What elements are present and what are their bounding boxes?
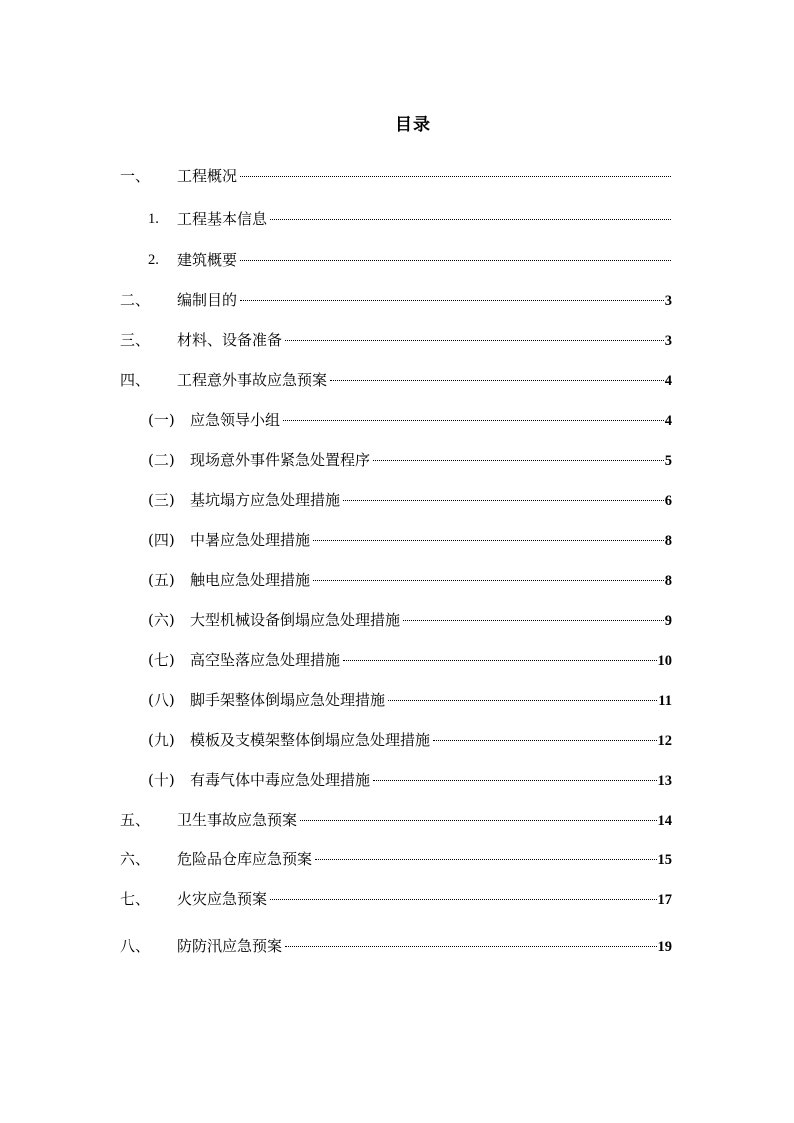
toc-entry-4-7[interactable] [0,648,794,672]
toc-entry-line [177,248,672,272]
toc-entry-number: 七、 [120,890,151,908]
toc-entry-label[interactable]: 模板及支模架整体倒塌应急处理措施 [190,731,431,749]
toc-entry-6[interactable] [0,847,794,871]
toc-entry-line [177,847,672,872]
dot-leader [330,380,664,381]
toc-entry-page: 15 [657,852,672,868]
dot-leader [285,340,664,341]
dot-leader [373,780,656,781]
toc-entry-7[interactable] [0,887,794,911]
toc-entry-label[interactable]: 高空坠落应急处理措施 [190,651,341,669]
toc-entry-label[interactable]: 中暑应急处理措施 [190,531,311,549]
dot-leader [343,500,664,501]
toc-entry-number: 五、 [120,811,151,829]
toc-entry-number: 2. [148,252,159,268]
dot-leader [240,300,664,301]
toc-entry-line [190,568,672,593]
toc-entry-label[interactable]: 有毒气体中毒应急处理措施 [190,771,371,789]
toc-entry-label[interactable]: 脚手架整体倒塌应急处理措施 [190,691,386,709]
toc-entry-line [177,808,672,833]
toc-entry-3[interactable] [0,328,794,352]
toc-entry-number: (八) [148,691,175,709]
toc-entry-number: 六、 [120,850,151,868]
toc-entry-1[interactable] [0,164,794,188]
toc-entry-4-8[interactable] [0,688,794,712]
toc-entry-page: 5 [664,453,672,469]
toc-entry-4-5[interactable] [0,568,794,592]
dot-leader [300,820,656,821]
toc-entry-label[interactable]: 应急领导小组 [190,411,281,429]
toc-entry-label[interactable]: 编制目的 [177,291,238,309]
toc-entry-label[interactable]: 防防汛应急预案 [177,937,283,955]
toc-entry-line [177,887,672,912]
toc-entry-label[interactable]: 现场意外事件紧急处置程序 [190,451,371,469]
toc-entry-number: (六) [148,611,175,629]
toc-entry-label[interactable]: 卫生事故应急预案 [177,811,298,829]
toc-entry-label[interactable]: 基坑塌方应急处理措施 [190,491,341,509]
toc-entry-line [190,728,672,753]
dot-leader [315,859,656,860]
toc-entry-line [190,768,672,793]
toc-entry-page: 8 [664,533,672,549]
dot-leader [433,740,656,741]
toc-entry-4-10[interactable] [0,768,794,792]
dot-leader [270,899,656,900]
toc-entry-4-9[interactable] [0,728,794,752]
toc-entry-line [190,448,672,473]
toc-entry-number: (一) [148,411,175,429]
dot-leader [373,460,664,461]
toc-entry-label[interactable]: 大型机械设备倒塌应急处理措施 [190,611,401,629]
toc-entry-4-1[interactable] [0,408,794,432]
toc-entry-page: 12 [657,733,672,749]
toc-entry-number: (七) [148,651,175,669]
toc-entry-page: 4 [664,413,672,429]
toc-entry-4-3[interactable] [0,488,794,512]
toc-title: 目录 [395,115,431,135]
dot-leader [403,620,664,621]
toc-entry-page: 9 [664,613,672,629]
toc-entry-page: 19 [657,939,672,955]
dot-leader [313,540,664,541]
toc-entry-page: 6 [664,493,672,509]
toc-entry-line [177,934,672,959]
toc-entry-page: 10 [657,653,672,669]
toc-entry-1-2[interactable] [0,248,794,272]
toc-entry-page: 4 [664,373,672,389]
toc-entry-line [177,368,672,393]
toc-entry-label[interactable]: 火灾应急预案 [177,890,268,908]
toc-entry-2[interactable] [0,288,794,312]
dot-leader [240,260,671,261]
toc-entry-page: 3 [664,333,672,349]
toc-entry-4-4[interactable] [0,528,794,552]
toc-entry-4-2[interactable] [0,448,794,472]
toc-entry-line [177,288,672,313]
toc-entry-5[interactable] [0,808,794,832]
dot-leader [313,580,664,581]
dot-leader [343,660,656,661]
toc-entry-number: (四) [148,531,175,549]
toc-entry-label[interactable]: 工程概况 [177,167,238,185]
toc-entry-line [190,648,672,673]
toc-entry-label[interactable]: 建筑概要 [177,251,238,269]
toc-entry-line [177,164,672,188]
toc-entry-line [190,408,672,433]
toc-entry-label[interactable]: 材料、设备准备 [177,331,283,349]
toc-entry-number: 四、 [120,371,151,389]
toc-entry-number: 1. [148,211,159,227]
toc-entry-page: 11 [658,693,672,709]
toc-entry-page: 17 [657,892,672,908]
toc-entry-number: (三) [148,491,175,509]
toc-entry-page: 13 [657,773,672,789]
toc-entry-8[interactable] [0,934,794,958]
toc-entry-line [177,328,672,353]
toc-entry-label[interactable]: 工程意外事故应急预案 [177,371,328,389]
dot-leader [388,700,657,701]
toc-entry-number: (二) [148,451,175,469]
toc-entry-label[interactable]: 触电应急处理措施 [190,571,311,589]
toc-entry-number: (五) [148,571,175,589]
toc-entry-number: (九) [148,731,175,749]
toc-entry-number: (十) [148,771,175,789]
toc-entry-label[interactable]: 危险品仓库应急预案 [177,850,313,868]
toc-entry-label[interactable]: 工程基本信息 [177,210,268,228]
toc-entry-4-6[interactable] [0,608,794,632]
toc-entry-line [177,207,672,231]
toc-entry-page: 14 [657,813,672,829]
dot-leader [283,420,664,421]
toc-entry-number: 八、 [120,937,151,955]
toc-entry-line [190,488,672,513]
toc-entry-number: 三、 [120,331,151,349]
toc-entry-4[interactable] [0,368,794,392]
toc-entry-page: 3 [664,293,672,309]
dot-leader [285,946,656,947]
toc-entry-page: 8 [664,573,672,589]
toc-entry-line [190,688,672,713]
toc-entry-1-1[interactable] [0,207,794,231]
toc-entry-line [190,528,672,553]
dot-leader [240,176,671,177]
dot-leader [270,219,671,220]
toc-entry-number: 一、 [120,167,151,185]
toc-entry-line [190,608,672,633]
toc-entry-number: 二、 [120,291,151,309]
